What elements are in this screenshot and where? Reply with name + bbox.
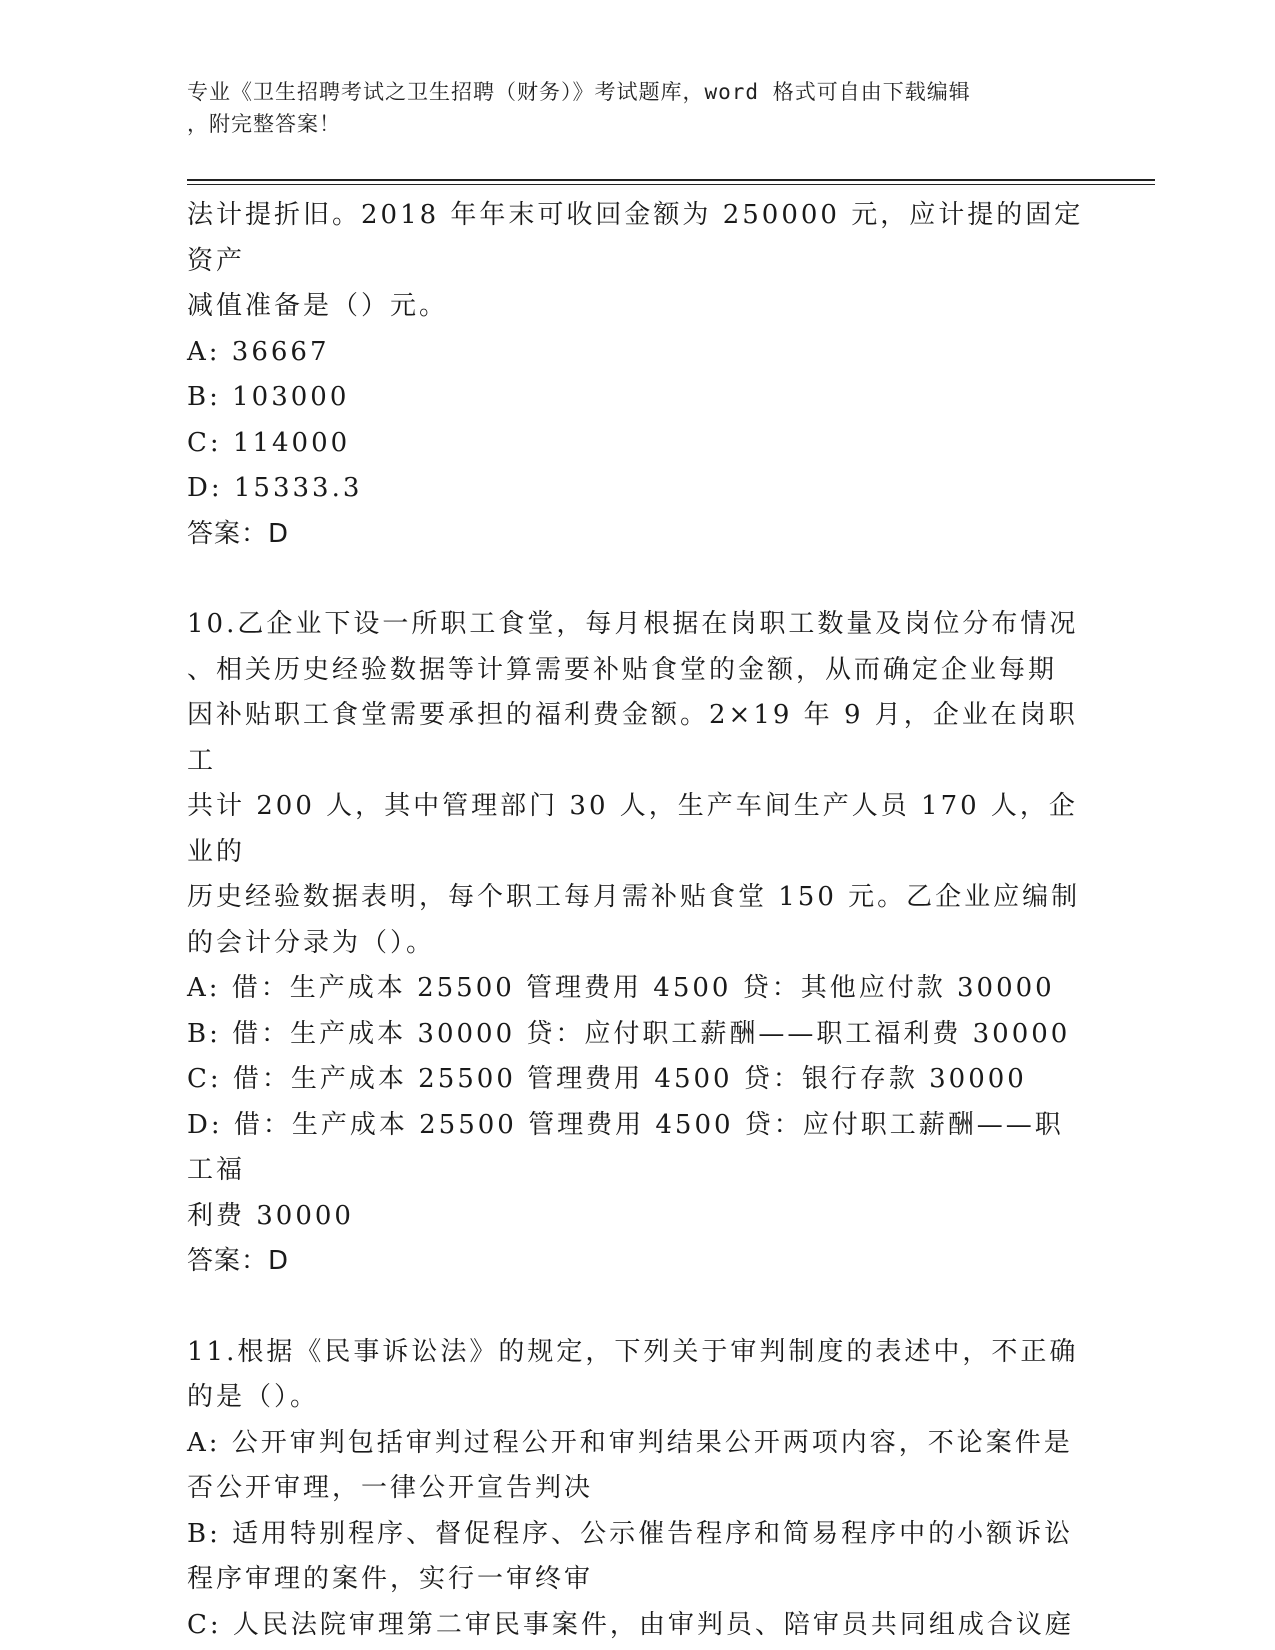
option-a: 否公开审理，一律公开宣告判决: [187, 1473, 594, 1503]
question-9: [187, 193, 1087, 557]
spacer: [187, 1285, 1087, 1330]
option-d: 利费 30000: [187, 1200, 354, 1231]
document-header: [187, 76, 1067, 140]
option-b: B: 借：生产成本 30000 贷：应付职工薪酬——职工福利费 30000: [187, 1018, 1071, 1049]
question-stem: 、相关历史经验数据等计算需要补贴食堂的金额，从而确定企业每期: [187, 654, 1058, 685]
question-stem: 减值准备是（）元。: [187, 291, 449, 321]
header-divider-thin: [187, 184, 1155, 185]
question-stem: 因补贴职工食堂需要承担的福利费金额。2×19 年 9 月，企业在岗职工: [187, 700, 1078, 776]
question-stem: 历史经验数据表明，每个职工每月需补贴食堂 150 元。乙企业应编制: [187, 882, 1081, 912]
option-d: D: 15333.3: [187, 473, 363, 503]
spacer: [187, 557, 1087, 602]
question-stem: 的是（）。: [187, 1382, 320, 1412]
option-c: C: 114000: [187, 427, 351, 458]
document-body: [187, 193, 1087, 1648]
option-c: C: 人民法院审理第二审民事案件，由审判员、陪审员共同组成合议庭: [187, 1609, 1074, 1640]
option-b: 程序审理的案件，实行一审终审: [187, 1564, 594, 1594]
option-a: A: 公开审判包括审判过程公开和审判结果公开两项内容，不论案件是: [187, 1427, 1073, 1458]
answer: 答案：D: [187, 518, 290, 549]
question-stem: 共计 200 人，其中管理部门 30 人，生产车间生产人员 170 人，企业的: [187, 791, 1078, 867]
header-line: ，附完整答案！: [187, 112, 341, 136]
header-line: 专业《卫生招聘考试之卫生招聘（财务）》考试题库，word 格式可自由下载编辑: [187, 80, 971, 104]
question-stem: 11.根据《民事诉讼法》的规定，下列关于审判制度的表述中，不正确: [187, 1336, 1079, 1367]
option-b: B: 适用特别程序、督促程序、公示催告程序和简易程序中的小额诉讼: [187, 1518, 1074, 1549]
header-divider-thick: [187, 179, 1155, 181]
question-11: [187, 1330, 1087, 1649]
option-c: C: 借：生产成本 25500 管理费用 4500 贷：银行存款 30000: [187, 1064, 1027, 1094]
answer: 答案：D: [187, 1246, 290, 1276]
option-b: B: 103000: [187, 382, 350, 412]
option-d: D: 借：生产成本 25500 管理费用 4500 贷：应付职工薪酬——职工福: [187, 1109, 1064, 1185]
question-stem: 的会计分录为（）。: [187, 927, 436, 958]
question-stem: 法计提折旧。2018 年年末可收回金额为 250000 元，应计提的固定资产: [187, 200, 1084, 276]
option-a: A: 36667: [187, 336, 330, 367]
question-10: [187, 602, 1087, 1285]
question-stem: 10.乙企业下设一所职工食堂，每月根据在岗职工数量及岗位分布情况: [187, 609, 1079, 639]
option-a: A: 借：生产成本 25500 管理费用 4500 贷：其他应付款 30000: [187, 973, 1055, 1003]
